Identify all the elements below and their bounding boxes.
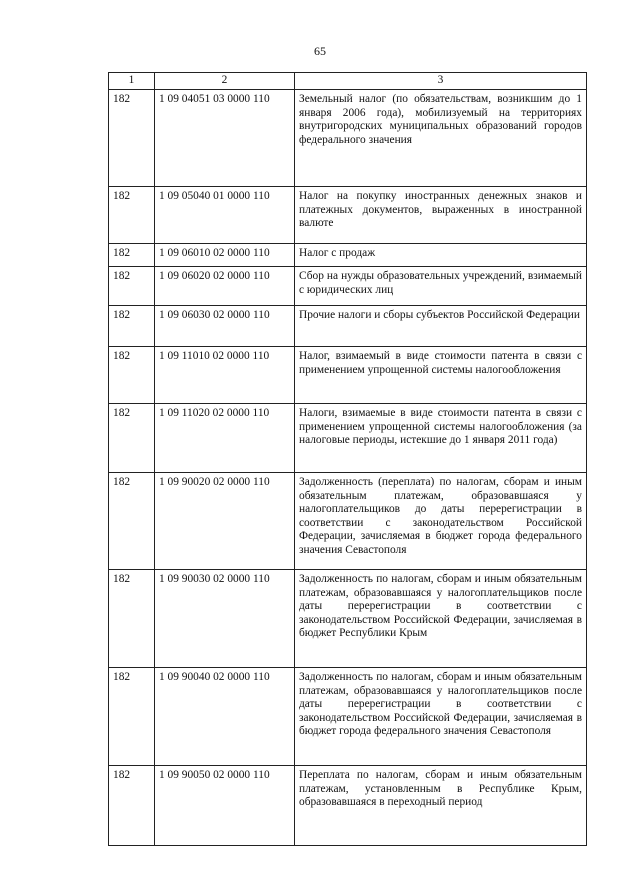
table-row <box>109 766 587 846</box>
table-row <box>109 473 587 570</box>
revenue-name-cell: Налог на покупку иностранных денежных знаков и платежных документов, выраженных в иностранной валюте <box>295 187 587 244</box>
column-header-1: 1 <box>109 73 155 90</box>
revenue-name-cell: Задолженность по налогам, сборам и иным обязательным платежам, образовавшаяся у налогоплательщиков после даты перерегистрации в соответствии с законодательством Российской Федерации, зачисляемая в бюджет города федерального значения Севастополя <box>295 668 587 766</box>
budget-codes-table <box>108 72 587 846</box>
revenue-name-cell: Налог с продаж <box>295 244 587 267</box>
admin-code-cell: 182 <box>109 187 155 244</box>
table-row <box>109 187 587 244</box>
table-row <box>109 244 587 267</box>
table-row <box>109 306 587 347</box>
admin-code-cell: 182 <box>109 347 155 404</box>
budget-code-cell: 1 09 90030 02 0000 110 <box>155 570 295 668</box>
admin-code-cell: 182 <box>109 90 155 187</box>
table-header-row <box>109 73 587 90</box>
budget-code-cell: 1 09 90040 02 0000 110 <box>155 668 295 766</box>
table-row <box>109 570 587 668</box>
admin-code-cell: 182 <box>109 570 155 668</box>
budget-code-cell: 1 09 04051 03 0000 110 <box>155 90 295 187</box>
revenue-name-cell: Налог, взимаемый в виде стоимости патента в связи с применением упрощенной системы налогообложения <box>295 347 587 404</box>
budget-code-cell: 1 09 11020 02 0000 110 <box>155 404 295 473</box>
admin-code-cell: 182 <box>109 244 155 267</box>
admin-code-cell: 182 <box>109 473 155 570</box>
table-row <box>109 90 587 187</box>
admin-code-cell: 182 <box>109 306 155 347</box>
column-header-3: 3 <box>295 73 587 90</box>
page-number: 65 <box>314 44 326 58</box>
table-row <box>109 668 587 766</box>
revenue-name-cell: Земельный налог (по обязательствам, возникшим до 1 января 2006 года), мобилизуемый на территориях внутригородских муниципальных образований городов федерального значения <box>295 90 587 187</box>
budget-code-cell: 1 09 06010 02 0000 110 <box>155 244 295 267</box>
table-row <box>109 404 587 473</box>
budget-code-cell: 1 09 90050 02 0000 110 <box>155 766 295 846</box>
revenue-name-cell: Задолженность (переплата) по налогам, сборам и иным обязательным платежам, образовавшаяся у налогоплательщиков до даты перерегистрации в соответствии с законодательством Российской Федерации, зачисляемая в бюджет города федерального значения Севастополя <box>295 473 587 570</box>
budget-code-cell: 1 09 06020 02 0000 110 <box>155 267 295 306</box>
budget-code-cell: 1 09 11010 02 0000 110 <box>155 347 295 404</box>
column-header-2: 2 <box>155 73 295 90</box>
budget-code-cell: 1 09 05040 01 0000 110 <box>155 187 295 244</box>
revenue-name-cell: Налоги, взимаемые в виде стоимости патента в связи с применением упрощенной системы налогообложения (за налоговые периоды, истекшие до 1 января 2011 года) <box>295 404 587 473</box>
revenue-name-cell: Задолженность по налогам, сборам и иным обязательным платежам, образовавшаяся у налогоплательщиков после даты перерегистрации в соответствии с законодательством Российской Федерации, зачисляемая в бюджет Республики Крым <box>295 570 587 668</box>
admin-code-cell: 182 <box>109 404 155 473</box>
revenue-name-cell: Переплата по налогам, сборам и иным обязательным платежам, установленным в Республике Крым, образовавшаяся в переходный период <box>295 766 587 846</box>
budget-code-cell: 1 09 90020 02 0000 110 <box>155 473 295 570</box>
admin-code-cell: 182 <box>109 668 155 766</box>
table-row <box>109 267 587 306</box>
admin-code-cell: 182 <box>109 766 155 846</box>
admin-code-cell: 182 <box>109 267 155 306</box>
table-row <box>109 347 587 404</box>
revenue-name-cell: Прочие налоги и сборы субъектов Российской Федерации <box>295 306 587 347</box>
budget-code-cell: 1 09 06030 02 0000 110 <box>155 306 295 347</box>
revenue-name-cell: Сбор на нужды образовательных учреждений, взимаемый с юридических лиц <box>295 267 587 306</box>
